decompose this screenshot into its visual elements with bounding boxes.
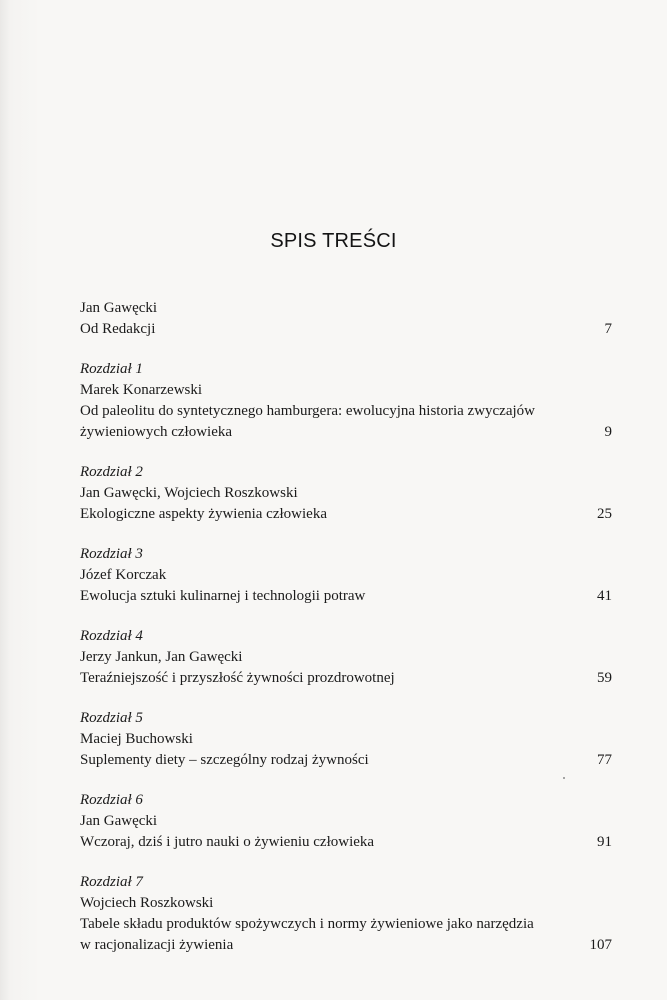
entry-authors: Jerzy Jankun, Jan Gawęcki bbox=[80, 649, 243, 665]
chapter-label: Rozdział 6 bbox=[80, 792, 143, 808]
entry-title-line: Teraźniejszość i przyszłość żywności prozdrowotnej bbox=[80, 670, 395, 686]
entry-authors: Jan Gawęcki, Wojciech Roszkowski bbox=[80, 485, 298, 501]
entry-authors: Józef Korczak bbox=[80, 567, 167, 583]
entry-title-line: Od Redakcji bbox=[80, 321, 156, 337]
entry-title-line: Ekologiczne aspekty żywienia człowieka bbox=[80, 506, 327, 522]
toc-entry bbox=[80, 626, 612, 689]
entry-authors: Maciej Buchowski bbox=[80, 731, 193, 747]
entry-title-line: Tabele składu produktów spożywczych i normy żywieniowe jako narzędzia bbox=[80, 916, 534, 932]
toc-entry bbox=[80, 298, 612, 340]
toc-entry bbox=[80, 544, 612, 607]
entry-title-line: Suplementy diety – szczególny rodzaj żywności bbox=[80, 752, 369, 768]
entry-authors: Jan Gawęcki bbox=[80, 300, 158, 316]
chapter-label: Rozdział 5 bbox=[80, 710, 143, 726]
entry-authors: Wojciech Roszkowski bbox=[80, 895, 214, 911]
page-title: SPIS TREŚCI bbox=[270, 230, 397, 252]
toc-entry bbox=[80, 708, 612, 771]
entry-page-number: 25 bbox=[597, 506, 612, 522]
entry-page-number: 59 bbox=[597, 670, 612, 686]
chapter-label: Rozdział 3 bbox=[80, 546, 143, 562]
toc-entry bbox=[80, 462, 612, 525]
entry-title-line: żywieniowych człowieka bbox=[80, 424, 233, 440]
chapter-label: Rozdział 1 bbox=[80, 361, 143, 377]
entry-page-number: 7 bbox=[604, 321, 612, 337]
entry-title-line: w racjonalizacji żywienia bbox=[80, 937, 234, 953]
chapter-label: Rozdział 7 bbox=[80, 874, 143, 890]
toc-entry bbox=[80, 790, 612, 853]
entry-authors: Marek Konarzewski bbox=[80, 382, 203, 398]
toc-entry bbox=[80, 872, 612, 956]
chapter-label: Rozdział 4 bbox=[80, 628, 143, 644]
entry-page-number: 9 bbox=[604, 424, 612, 440]
toc-entry bbox=[80, 359, 612, 443]
entry-authors: Jan Gawęcki bbox=[80, 813, 158, 829]
entry-page-number: 41 bbox=[597, 588, 612, 604]
chapter-label: Rozdział 2 bbox=[80, 464, 143, 480]
entry-page-number: 77 bbox=[597, 752, 612, 768]
entry-title-line: Wczoraj, dziś i jutro nauki o żywieniu człowieka bbox=[80, 834, 375, 850]
entry-page-number: 107 bbox=[589, 937, 612, 953]
print-speck bbox=[563, 777, 565, 779]
entry-page-number: 91 bbox=[597, 834, 612, 850]
entry-title-line: Od paleolitu do syntetycznego hamburgera: ewolucyjna historia zwyczajów bbox=[80, 403, 535, 419]
table-of-contents bbox=[80, 298, 612, 975]
entry-title-line: Ewolucja sztuki kulinarnej i technologii potraw bbox=[80, 588, 366, 604]
